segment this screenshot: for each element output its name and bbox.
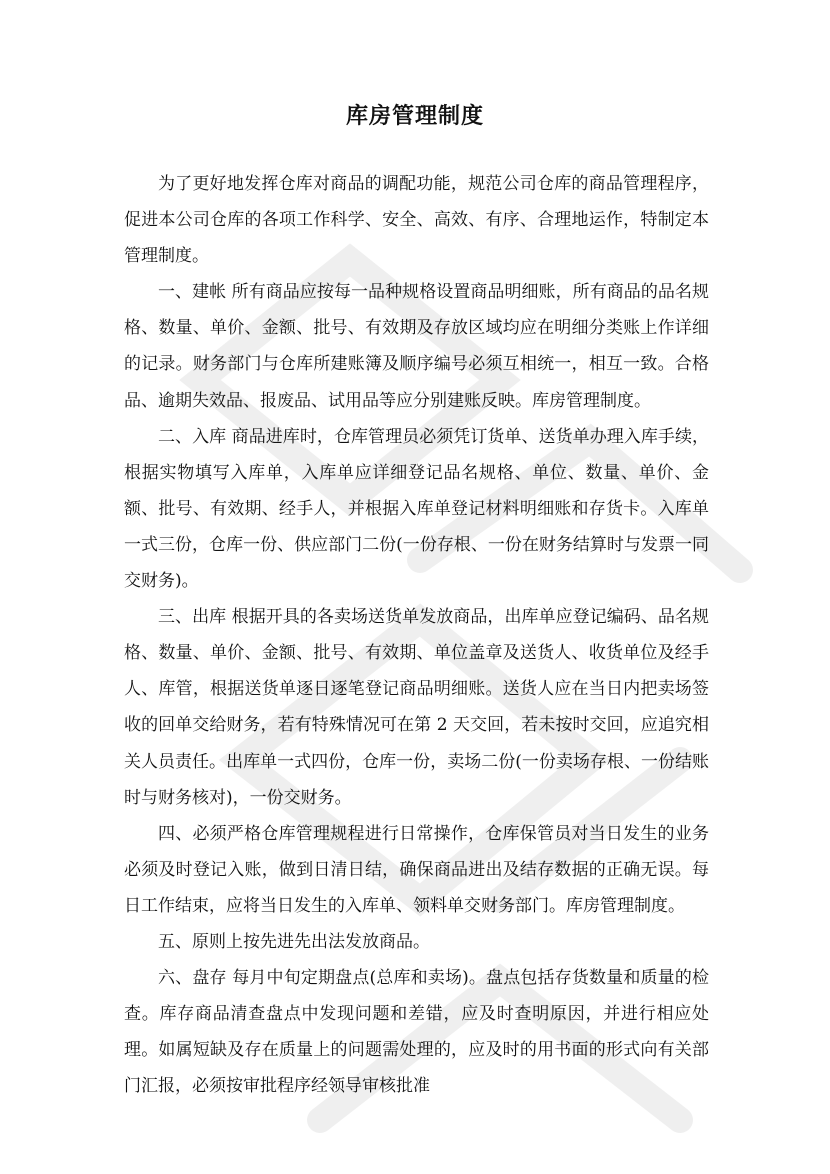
paragraph-section-1: 一、建帐 所有商品应按每一品种规格设置商品明细账，所有商品的品名规格、数量、单价、金额、批号、有效期及存放区域均应在明细分类账上作详细的记录。财务部门与仓库所建账簿及顺序编号必须互相统一，相互一致。合格品、逾期失效品、报废品、试用品等应分别建账反映。库房管理制度。 [124,282,709,411]
paragraph-section-5: 五、原则上按先进先出法发放商品。 [158,931,430,952]
paragraph-section-2: 二、入库 商品进库时，仓库管理员必须凭订货单、送货单办理入库手续，根据实物填写入库单，入库单应详细登记品名规格、单位、数量、单价、金额、批号、有效期、经手人，并根据入库单登记材料明细账和存货卡。入库单一式三份，仓库一份、供应部门二份(一份存根、一份在财务结算时与发票一同交财务)。 [124,426,709,592]
paragraph-section-6: 六、盘存 每月中旬定期盘点(总库和卖场)。盘点包括存货数量和质量的检查。库存商品清查盘点中发现问题和差错，应及时查明原因，并进行相应处理。如属短缺及存在质量上的问题需处理的，应及时的用书面的形式向有关部门汇报，必须按审批程序经领导审核批准 [124,968,709,1097]
paragraph-section-4: 四、必须严格仓库管理规程进行日常操作，仓库保管员对当日发生的业务必须及时登记入账，做到日清日结，确保商品进出及结存数据的正确无误。每日工作结束，应将当日发生的入库单、领料单交财务部门。库房管理制度。 [124,823,709,916]
document-body [124,166,709,1104]
paragraph-intro: 为了更好地发挥仓库对商品的调配功能，规范公司仓库的商品管理程序，促进本公司仓库的各项工作科学、安全、高效、有序、合理地运作，特制定本管理制度。 [124,174,709,267]
page-title: 库房管理制度 [345,103,484,129]
paragraph-section-3: 三、出库 根据开具的各卖场送货单发放商品，出库单应登记编码、品名规格、数量、单价、金额、批号、有效期、单位盖章及送货人、收货单位及经手人、库管，根据送货单逐日逐笔登记商品明细账。送货人应在当日内把卖场签收的回单交给财务，若有特殊情况可在第 2 天交回，若未按时交回，应追究相关人员责任。出库单一式四份，仓库一份，卖场二份(一份卖场存根、一份结账时与财务核对)，一份交财务。 [124,607,709,808]
